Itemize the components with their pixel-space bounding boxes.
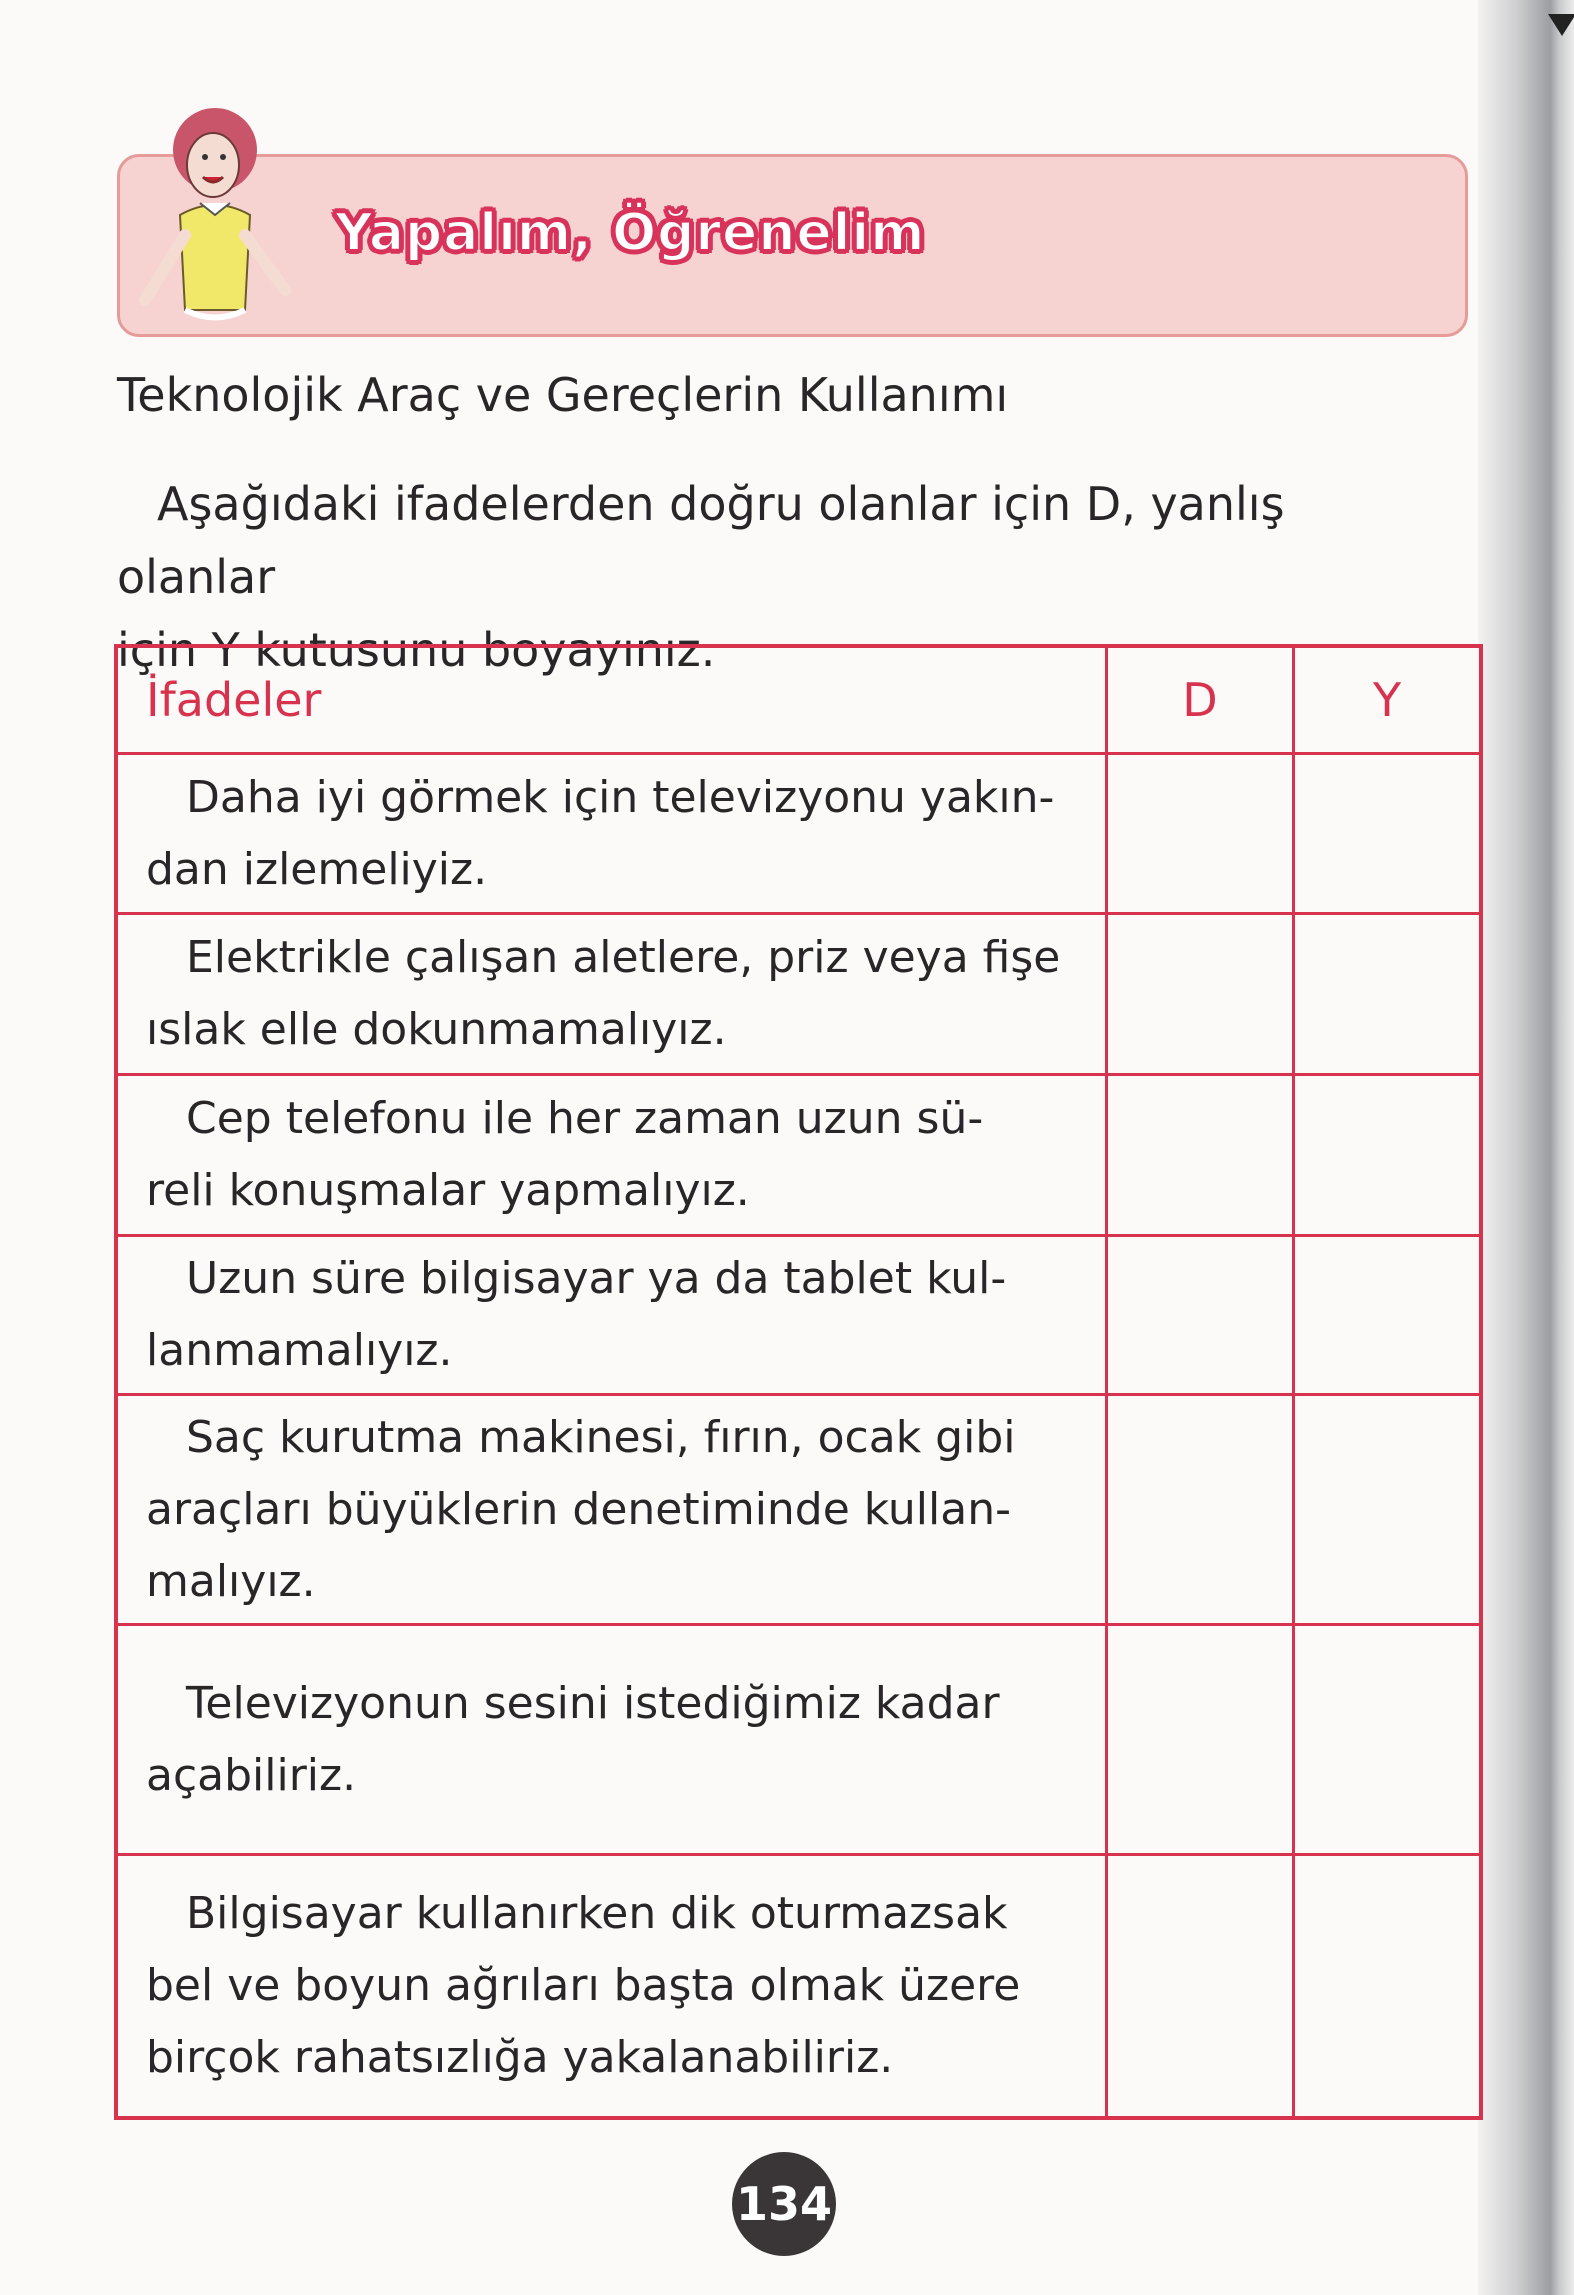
y-answer-box[interactable] [1294,1625,1482,1855]
statement-cell [116,914,1107,1075]
statement-cell [116,1625,1107,1855]
d-answer-box[interactable] [1107,754,1294,914]
statement-line: Televizyonun sesini istediğimiz kadar [186,1677,1000,1729]
y-answer-box[interactable] [1294,1855,1482,2118]
statement-cell [116,1395,1107,1625]
statement-line: araçları büyüklerin denetiminde kullan- [146,1483,1011,1535]
statement-line: malıyız. [146,1555,316,1607]
statement-line: Daha iyi görmek için televizyonu yakın- [186,771,1055,823]
page-corner-mark [1548,14,1574,36]
header-statements: İfadeler [116,646,1107,754]
section-title: Teknolojik Araç ve Gereçlerin Kullanımı [117,368,1009,422]
y-answer-box[interactable] [1294,1236,1482,1395]
d-answer-box[interactable] [1107,914,1294,1075]
header-true: D [1107,646,1294,754]
statement-line: bel ve boyun ağrıları başta olmak üzere [146,1959,1021,2011]
table-row [116,754,1481,914]
statement-line: lanmamalıyız. [146,1325,453,1376]
table-row [116,1075,1481,1236]
statement-line: Bilgisayar kullanırken dik oturmazsak [186,1887,1008,1939]
table-row [116,1625,1481,1855]
header-false: Y [1294,646,1482,754]
d-answer-box[interactable] [1107,1395,1294,1625]
table-row [116,1855,1481,2118]
d-answer-box[interactable] [1107,1075,1294,1236]
statement-cell [116,1075,1107,1236]
y-answer-box[interactable] [1294,1075,1482,1236]
true-false-table [114,644,1483,2120]
d-answer-box[interactable] [1107,1855,1294,2118]
y-answer-box[interactable] [1294,754,1482,914]
statement-line: birçok rahatsızlığa yakalanabiliriz. [146,2031,894,2083]
statement-line: Saç kurutma makinesi, fırın, ocak gibi [186,1411,1016,1463]
banner-title: Yapalım, Öğrenelim [335,203,926,263]
statement-line: Cep telefonu ile her zaman uzun sü- [186,1093,984,1144]
statement-line: Elektrikle çalışan aletlere, priz veya fişe [186,932,1061,983]
table-row [116,1395,1481,1625]
statement-line: dan izlemeliyiz. [146,843,488,895]
page-binding-shadow [1478,0,1574,2295]
d-answer-box[interactable] [1107,1236,1294,1395]
statement-line: Uzun süre bilgisayar ya da tablet kul- [186,1253,1007,1304]
statement-line: ıslak elle dokunmamalıyız. [146,1004,727,1055]
table-row [116,1236,1481,1395]
instruction-line: Aşağıdaki ifadelerden doğru olanlar için D, yanlış olanlar [117,477,1285,604]
table-row [116,914,1481,1075]
statement-cell [116,754,1107,914]
statement-cell [116,1855,1107,2118]
statement-cell [116,1236,1107,1395]
y-answer-box[interactable] [1294,1395,1482,1625]
page-number: 134 [732,2152,836,2256]
d-answer-box[interactable] [1107,1625,1294,1855]
instruction-line: için Y kutusunu boyayınız. [117,623,716,677]
table-header-row [116,646,1481,754]
statement-line: açabiliriz. [146,1749,357,1801]
y-answer-box[interactable] [1294,914,1482,1075]
statement-line: reli konuşmalar yapmalıyız. [146,1165,750,1216]
girl-mascot-illustration [125,105,325,335]
